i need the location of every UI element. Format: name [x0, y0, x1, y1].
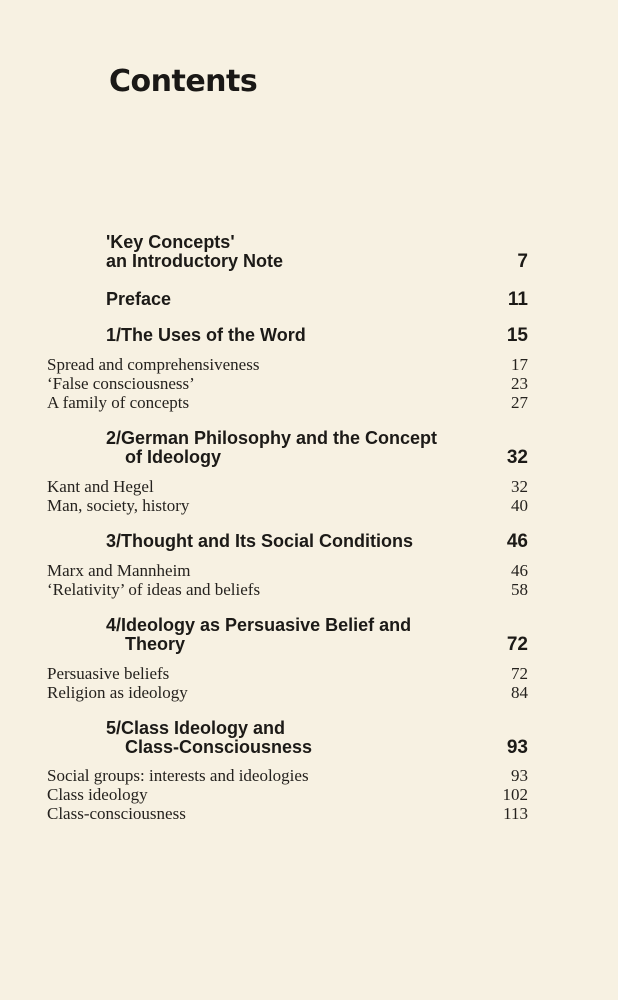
section-label: Religion as ideology — [47, 683, 188, 702]
section-page-number: 32 — [511, 477, 528, 496]
chapter-title-line: 3/Thought and Its Social Conditions — [106, 531, 413, 551]
toc-entry-key-concepts[interactable] — [106, 233, 528, 271]
toc-section[interactable] — [47, 561, 528, 580]
section-label: A family of concepts — [47, 393, 190, 412]
toc-section[interactable] — [47, 355, 528, 374]
chapter-title-line: of Ideology — [125, 447, 221, 467]
section-label: ‘Relativity’ of ideas and beliefs — [47, 580, 261, 599]
toc-section[interactable] — [47, 804, 528, 823]
chapter-page-number: 93 — [506, 737, 528, 758]
section-label: Spread and comprehensiveness — [47, 355, 260, 374]
entry-page-number: 11 — [507, 289, 528, 310]
section-label: Kant and Hegel — [47, 477, 154, 496]
toc-section[interactable] — [47, 393, 528, 412]
section-label: Class-consciousness — [47, 804, 186, 823]
section-page-number: 84 — [511, 683, 528, 702]
section-label: Man, society, history — [47, 496, 190, 515]
toc-section[interactable] — [47, 785, 528, 804]
toc-section[interactable] — [47, 580, 528, 599]
page-title: Contents — [109, 64, 258, 99]
chapter-page-number: 72 — [506, 634, 528, 655]
toc-section[interactable] — [47, 664, 528, 683]
section-label: ‘False consciousness’ — [47, 374, 195, 393]
toc-section[interactable] — [47, 766, 528, 785]
chapter-page-number: 32 — [506, 447, 528, 468]
toc-chapter-4[interactable] — [106, 616, 528, 654]
section-page-number: 58 — [511, 580, 528, 599]
toc-section[interactable] — [47, 683, 528, 702]
toc-chapter-3[interactable] — [106, 532, 528, 551]
toc-chapter-1[interactable] — [106, 326, 528, 345]
entry-title-line: Preface — [106, 289, 172, 309]
section-page-number: 40 — [511, 496, 528, 515]
section-label: Marx and Mannheim — [47, 561, 191, 580]
section-label: Social groups: interests and ideologies — [47, 766, 309, 785]
section-page-number: 72 — [511, 664, 528, 683]
chapter-page-number: 15 — [506, 325, 528, 346]
chapter-title-line: Theory — [125, 634, 186, 654]
toc-section[interactable] — [47, 496, 528, 515]
section-page-number: 23 — [511, 374, 528, 393]
entry-title-line: an Introductory Note — [106, 251, 284, 271]
section-label: Persuasive beliefs — [47, 664, 170, 683]
chapter-title-line: 4/Ideology as Persuasive Belief and — [106, 615, 412, 635]
chapter-title-line: Class-Consciousness — [125, 737, 313, 757]
section-page-number: 113 — [503, 804, 528, 823]
entry-page-number: 7 — [517, 251, 528, 272]
chapter-title-line: 1/The Uses of the Word — [106, 325, 306, 345]
toc-chapter-2[interactable] — [106, 429, 528, 467]
toc-chapter-5[interactable] — [106, 719, 528, 757]
section-page-number: 93 — [511, 766, 528, 785]
toc-section[interactable] — [47, 477, 528, 496]
chapter-page-number: 46 — [506, 531, 528, 552]
chapter-title-line: 2/German Philosophy and the Concept — [106, 428, 438, 448]
section-page-number: 102 — [502, 785, 528, 804]
chapter-title-line: 5/Class Ideology and — [106, 718, 286, 738]
section-label: Class ideology — [47, 785, 148, 804]
entry-title-line: 'Key Concepts' — [106, 232, 235, 252]
section-page-number: 27 — [511, 393, 528, 412]
toc-section[interactable] — [47, 374, 528, 393]
toc-entry-preface[interactable] — [106, 290, 528, 309]
section-page-number: 17 — [511, 355, 528, 374]
section-page-number: 46 — [511, 561, 528, 580]
